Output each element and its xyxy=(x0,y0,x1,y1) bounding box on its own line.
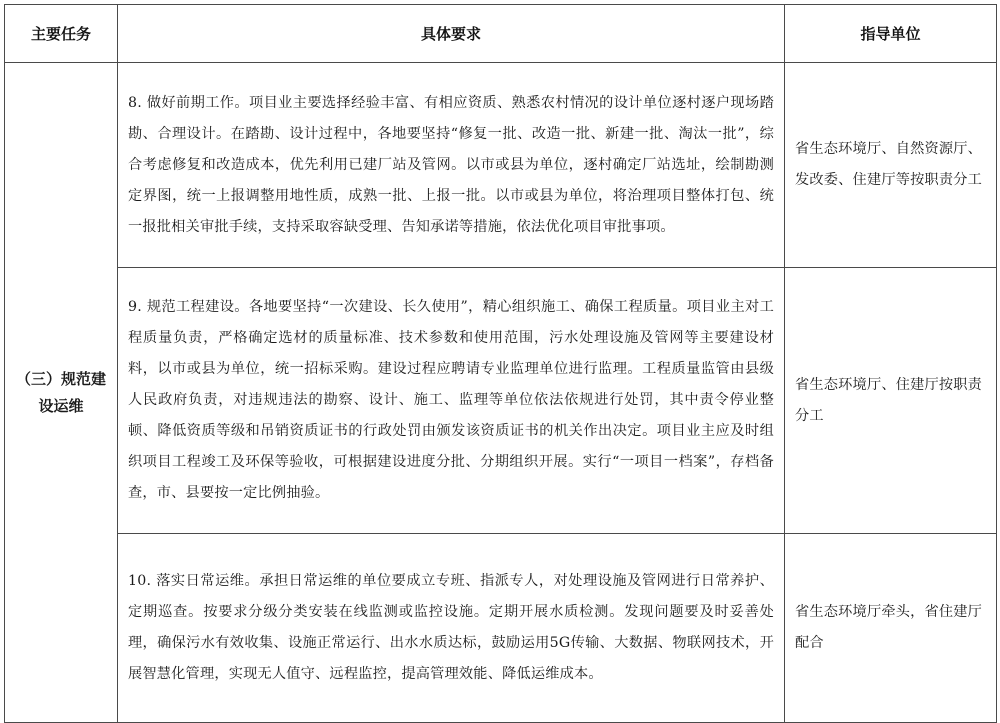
task-table xyxy=(4,4,997,723)
header-guiding-unit: 指导单位 xyxy=(785,5,997,63)
table-row xyxy=(5,268,997,534)
requirement-cell: 9. 规范工程建设。各地要坚持“一次建设、长久使用”，精心组织施工、确保工程质量。项目业主对工程质量负责，严格确定选材的质量标准、技术参数和使用范围，污水处理设施及管网等主要建设材料，以市或县为单位，统一招标采购。建设过程应聘请专业监理单位进行监理。工程质量监管由县级人民政府负责，对违规违法的勘察、设计、施工、监理等单位依法依规进行处罚，其中责令停业整顿、降低资质等级和吊销资质证书的行政处罚由颁发该资质证书的机关作出决定。项目业主应及时组织项目工程竣工及环保等验收，可根据建设进度分批、分期组织开展。实行“一项目一档案”，存档备查，市、县要按一定比例抽验。 xyxy=(118,268,785,534)
table-row xyxy=(5,534,997,723)
requirement-cell: 10. 落实日常运维。承担日常运维的单位要成立专班、指派专人，对处理设施及管网进行日常养护、定期巡查。按要求分级分类安装在线监测或监控设施。定期开展水质检测。发现问题要及时妥善处理，确保污水有效收集、设施正常运行、出水水质达标，鼓励运用5G传输、大数据、物联网技术，开展智慧化管理，实现无人值守、远程监控，提高管理效能、降低运维成本。 xyxy=(118,534,785,723)
guiding-unit-cell: 省生态环境厅、自然资源厅、发改委、住建厅等按职责分工 xyxy=(785,63,997,268)
table-row xyxy=(5,63,997,268)
main-task-cell: （三）规范建设运维 xyxy=(5,63,118,723)
header-requirements: 具体要求 xyxy=(118,5,785,63)
header-row xyxy=(5,5,997,63)
guiding-unit-cell: 省生态环境厅、住建厅按职责分工 xyxy=(785,268,997,534)
guiding-unit-cell: 省生态环境厅牵头，省住建厅配合 xyxy=(785,534,997,723)
requirement-cell: 8. 做好前期工作。项目业主要选择经验丰富、有相应资质、熟悉农村情况的设计单位逐村逐户现场踏勘、合理设计。在踏勘、设计过程中，各地要坚持“修复一批、改造一批、新建一批、淘汰一批”，综合考虑修复和改造成本，优先利用已建厂站及管网。以市或县为单位，逐村确定厂站选址，绘制勘测定界图，统一上报调整用地性质，成熟一批、上报一批。以市或县为单位，将治理项目整体打包、统一报批相关审批手续，支持采取容缺受理、告知承诺等措施，依法优化项目审批事项。 xyxy=(118,63,785,268)
header-main-task: 主要任务 xyxy=(5,5,118,63)
